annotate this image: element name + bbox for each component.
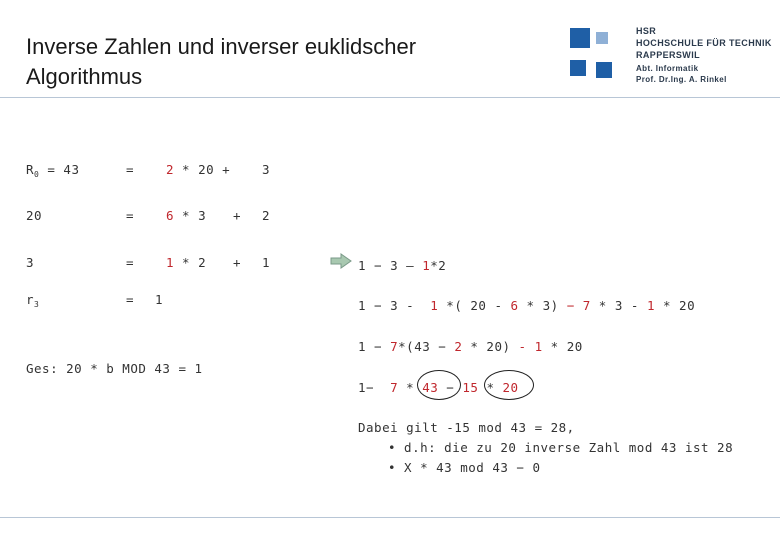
footer-divider	[0, 517, 780, 518]
row-1-lhs: $R_0 = 43$	[26, 162, 80, 179]
highlight-ellipse-right	[484, 370, 534, 400]
row-2-quotient-expr: 6 * 3	[166, 208, 207, 223]
back-sub-line-3: 1 − 7*(43 − 2 * 20) - 1 * 20	[358, 339, 583, 354]
row-2-remainder: 2	[262, 208, 271, 223]
arrow-right-icon	[330, 253, 352, 269]
row-1-quotient-expr: 2 * 20 +	[166, 162, 231, 177]
row-1-remainder: 3	[262, 162, 271, 177]
question-text: Ges: 20 * b MOD 43 = 1	[26, 361, 203, 376]
logo-line-1: HSR	[636, 26, 657, 36]
back-sub-line-1: 1 − 3 – 1*2	[358, 258, 447, 273]
logo-line-4: Abt. Informatik	[636, 64, 699, 73]
logo-square-4	[596, 62, 612, 78]
row-3-quotient-expr: 1 * 2	[166, 255, 207, 270]
row-3-remainder: 1	[262, 255, 271, 270]
logo-square-2	[596, 32, 608, 44]
logo-line-3: RAPPERSWIL	[636, 50, 701, 60]
row-2-plus: +	[233, 208, 242, 223]
row-3-plus: +	[233, 255, 242, 270]
logo-line-2: HOCHSCHULE FÜR TECHNIK	[636, 38, 772, 48]
header-divider	[0, 97, 780, 98]
note-bullet-2: • X * 43 mod 43 − 0	[388, 460, 541, 475]
row-4-remainder: 1	[155, 292, 164, 307]
row-3-lhs: 3	[26, 255, 35, 270]
row-4-lhs: $r_3$	[26, 292, 40, 309]
row-4-eq: =	[126, 292, 135, 307]
logo-square-1	[570, 28, 590, 48]
logo-line-5: Prof. Dr.Ing. A. Rinkel	[636, 75, 727, 84]
hsr-logo	[570, 26, 780, 86]
title-line-1: Inverse Zahlen und inverser euklidscher	[26, 34, 417, 59]
note-bullet-1: • d.h: die zu 20 inverse Zahl mod 43 ist 28	[388, 440, 734, 455]
slide-title	[26, 32, 546, 92]
row-3-eq: =	[126, 255, 135, 270]
row-2-eq: =	[126, 208, 135, 223]
back-sub-line-4: 1− 7 * 43 − 15 * 20	[358, 380, 519, 395]
row-2-lhs: 20	[26, 208, 43, 223]
row-1-eq: =	[126, 162, 135, 177]
note-text: Dabei gilt -15 mod 43 = 28,	[358, 420, 575, 435]
title-line-2: Algorithmus	[26, 64, 143, 89]
highlight-ellipse-left	[417, 370, 461, 400]
logo-square-3	[570, 60, 586, 76]
back-sub-line-2: 1 − 3 - 1 *( 20 - 6 * 3) − 7 * 3 - 1 * 20	[358, 298, 696, 313]
